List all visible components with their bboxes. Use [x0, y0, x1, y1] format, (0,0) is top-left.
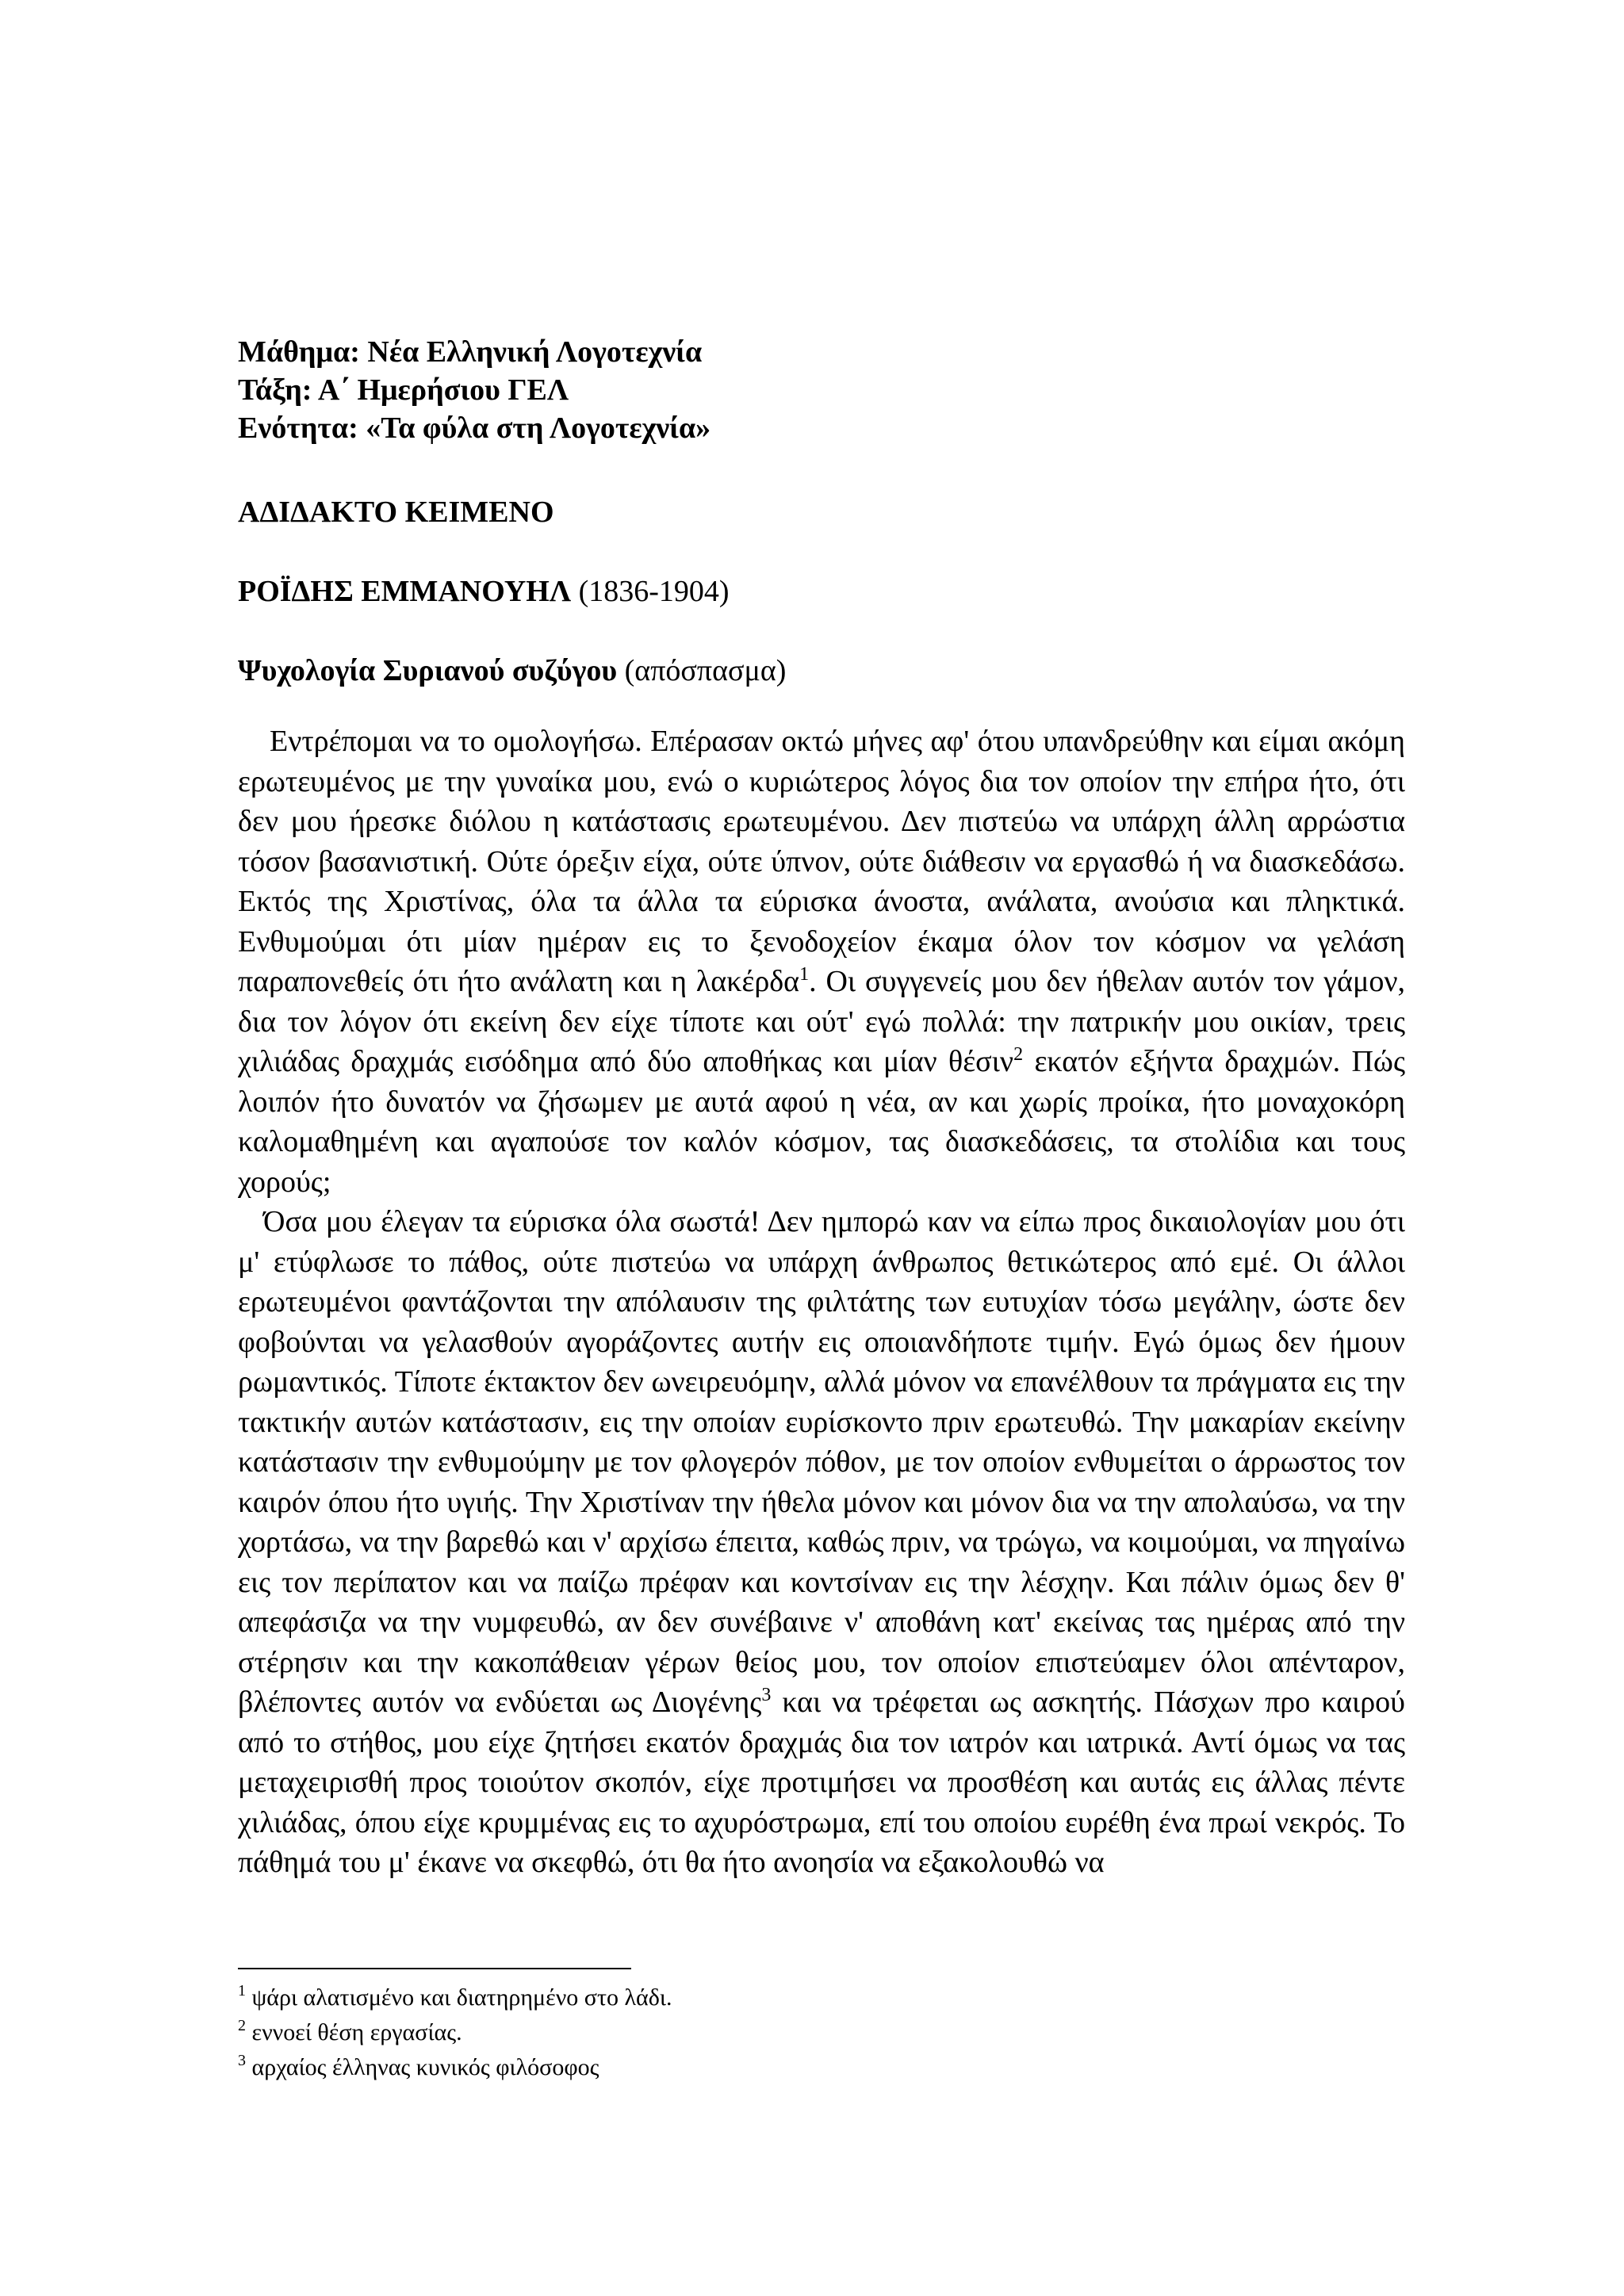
footnote-1	[238, 1982, 1348, 2014]
footnote-2	[238, 2017, 1348, 2049]
course-header	[238, 333, 1405, 447]
footnotes	[238, 1982, 1348, 2087]
footnote-2-text: εννοεί θέση εργασίας.	[251, 2019, 462, 2045]
author-name: ΡΟΪΔΗΣ ΕΜΜΑΝΟΥΗΛ	[238, 575, 572, 608]
document-page	[238, 333, 1405, 1883]
author-years: (1836-1904)	[578, 575, 730, 608]
paragraph-2-text-a: Όσα μου έλεγαν τα εύρισκα όλα σωστά! Δεν ημπορώ καν να είπω προς δικαιολογίαν μου ότι μ' ετύφλωσε το πάθος, ούτε πιστεύω να υπάρχη άνθρωπος θετικώτερος από εμέ. Οι άλλοι ερωτευμένοι φαντάζονται την απόλαυσιν της φιλτάτης των ευτυχίαν τόσω μεγάλην, ώστε δεν φοβούνται να γελασθούν αγοράζοντες αυτήν εις οποιανδήποτε τιμήν. Εγώ όμως δεν ήμουν ρωμαντικός. Τίποτε έκτακτον δεν ωνειρευόμην, αλλά μόνον να επανέλθουν τα πράγματα εις την τακτικήν αυτών κατάστασιν, εις την οποίαν ευρίσκοντο πριν ερωτευθώ. Την μακαρίαν εκείνην κατάστασιν την ενθυμούμην με τον φλογερόν πόθον, με τον οποίον ενθυμείται ο άρρωστος τον καιρόν όπου ήτο υγιής. Την Χριστίναν την ήθελα μόνον και μόνον δια να την απολαύσω, να την χορτάσω, να την βαρεθώ και ν' αρχίσω έπειτα, καθώς πριν, να τρώγω, να κοιμούμαι, να πηγαίνω εις τον περίπατον και να παίζω πρέφαν και κοντσίναν εις την λέσχην. Και πάλιν όμως δεν θ' απεφάσιζα να την νυμφευθώ, αν δεν συνέβαινε ν' αποθάνη κατ' εκείνας τας ημέρας από την στέρησιν και την κακοπάθειαν γέρων θείος μου, τον οποίον επιστεύαμεν όλοι απένταρον, βλέποντες αυτόν να ενδύεται ως Διογένης	[238, 1205, 1405, 1719]
work-excerpt-note: (απόσπασμα)	[624, 654, 787, 687]
footnote-ref-1: 1	[799, 964, 810, 985]
work-title-line	[238, 652, 1405, 690]
paragraph-2	[238, 1202, 1405, 1883]
footnote-3-text: αρχαίος έλληνας κυνικός φιλόσοφος	[251, 2054, 599, 2080]
unread-text-title: ΑΔΙΔΑΚΤΟ ΚΕΙΜΕΝΟ	[238, 496, 554, 529]
footnote-separator	[238, 1968, 631, 1969]
footnote-ref-2: 2	[1013, 1044, 1024, 1065]
course-unit: Ενότητα: «Τα φύλα στη Λογοτεχνία»	[238, 411, 711, 445]
footnote-1-number: 1	[238, 1982, 246, 1999]
footnote-2-number: 2	[238, 2017, 246, 2034]
footnote-3	[238, 2052, 1348, 2084]
author-line	[238, 572, 1405, 610]
paragraph-1	[238, 721, 1405, 1202]
footnote-ref-3: 3	[761, 1685, 772, 1705]
footnote-3-number: 3	[238, 2052, 246, 2069]
paragraph-2-text-b: και να τρέφεται ως ασκητής. Πάσχων προ καιρού από το στήθος, μου είχε ζητήσει εκατόν δραχμάς δια τον ιατρόν και ιατρικά. Αντί όμως να τας μεταχειρισθή προς τοιούτον σκοπόν, είχε προτιμήσει να προσθέση και αυτάς εις άλλας πέντε χιλιάδας, όπου είχε κρυμμένας εις το αχυρόστρωμα, επί του οποίου ευρέθη ένα πρωί νεκρός. Το πάθημά του μ' έκανε να σκεφθώ, ότι θα ήτο ανοησία να εξακολουθώ να	[238, 1686, 1405, 1879]
work-title: Ψυχολογία Συριανού συζύγου	[238, 654, 618, 687]
paragraph-1-text-a: Εντρέπομαι να το ομολογήσω. Επέρασαν οκτώ μήνες αφ' ότου υπανδρεύθην και είμαι ακόμη ερωτευμένος με την γυναίκα μου, ενώ ο κυριώτερος λόγος δια τον οποίον την επήρα ήτο, ότι δεν μου ήρεσκε διόλου η κατάστασις ερωτευμένου. Δεν πιστεύω να υπάρχη άλλη αρρώστια τόσον βασανιστική. Ούτε όρεξιν είχα, ούτε ύπνον, ούτε διάθεσιν να εργασθώ ή να διασκεδάσω. Εκτός της Χριστίνας, όλα τα άλλα τα εύρισκα άνοστα, ανάλατα, ανούσια και πληκτικά. Ενθυμούμαι ότι μίαν ημέραν εις το ξενοδοχείον έκαμα όλον τον κόσμον να γελάση παραπονεθείς ότι ήτο ανάλατη και η λακέρδα	[238, 725, 1405, 998]
course-subject: Μάθημα: Νέα Ελληνική Λογοτεχνία	[238, 335, 703, 369]
paragraph-1-text-b: . Οι συγγενείς μου δεν ήθελαν αυτόν τον γάμον, δια τον λόγον ότι εκείνη δεν είχε τίποτε και ούτ' εγώ πολλά: την πατρικήν μου οικίαν, τρεις χιλιάδας δραχμάς εισόδημα από δύο αποθήκας και μίαν θέσιν	[238, 965, 1406, 1078]
course-class: Τάξη: Α΄ Ημερήσιου ΓΕΛ	[238, 373, 569, 407]
footnote-1-text: ψάρι αλατισμένο και διατηρημένο στο λάδι.	[251, 1984, 672, 2011]
paragraph-1-text-c: εκατόν εξήντα δραχμών. Πώς λοιπόν ήτο δυνατόν να ζήσωμεν με αυτά αφού η νέα, αν και χωρίς προίκα, ήτο μοναχοκόρη καλομαθημένη και αγαπούσε τον καλόν κόσμον, τας διασκεδάσεις, τα στολίδια και τους χορούς;	[238, 1045, 1405, 1199]
